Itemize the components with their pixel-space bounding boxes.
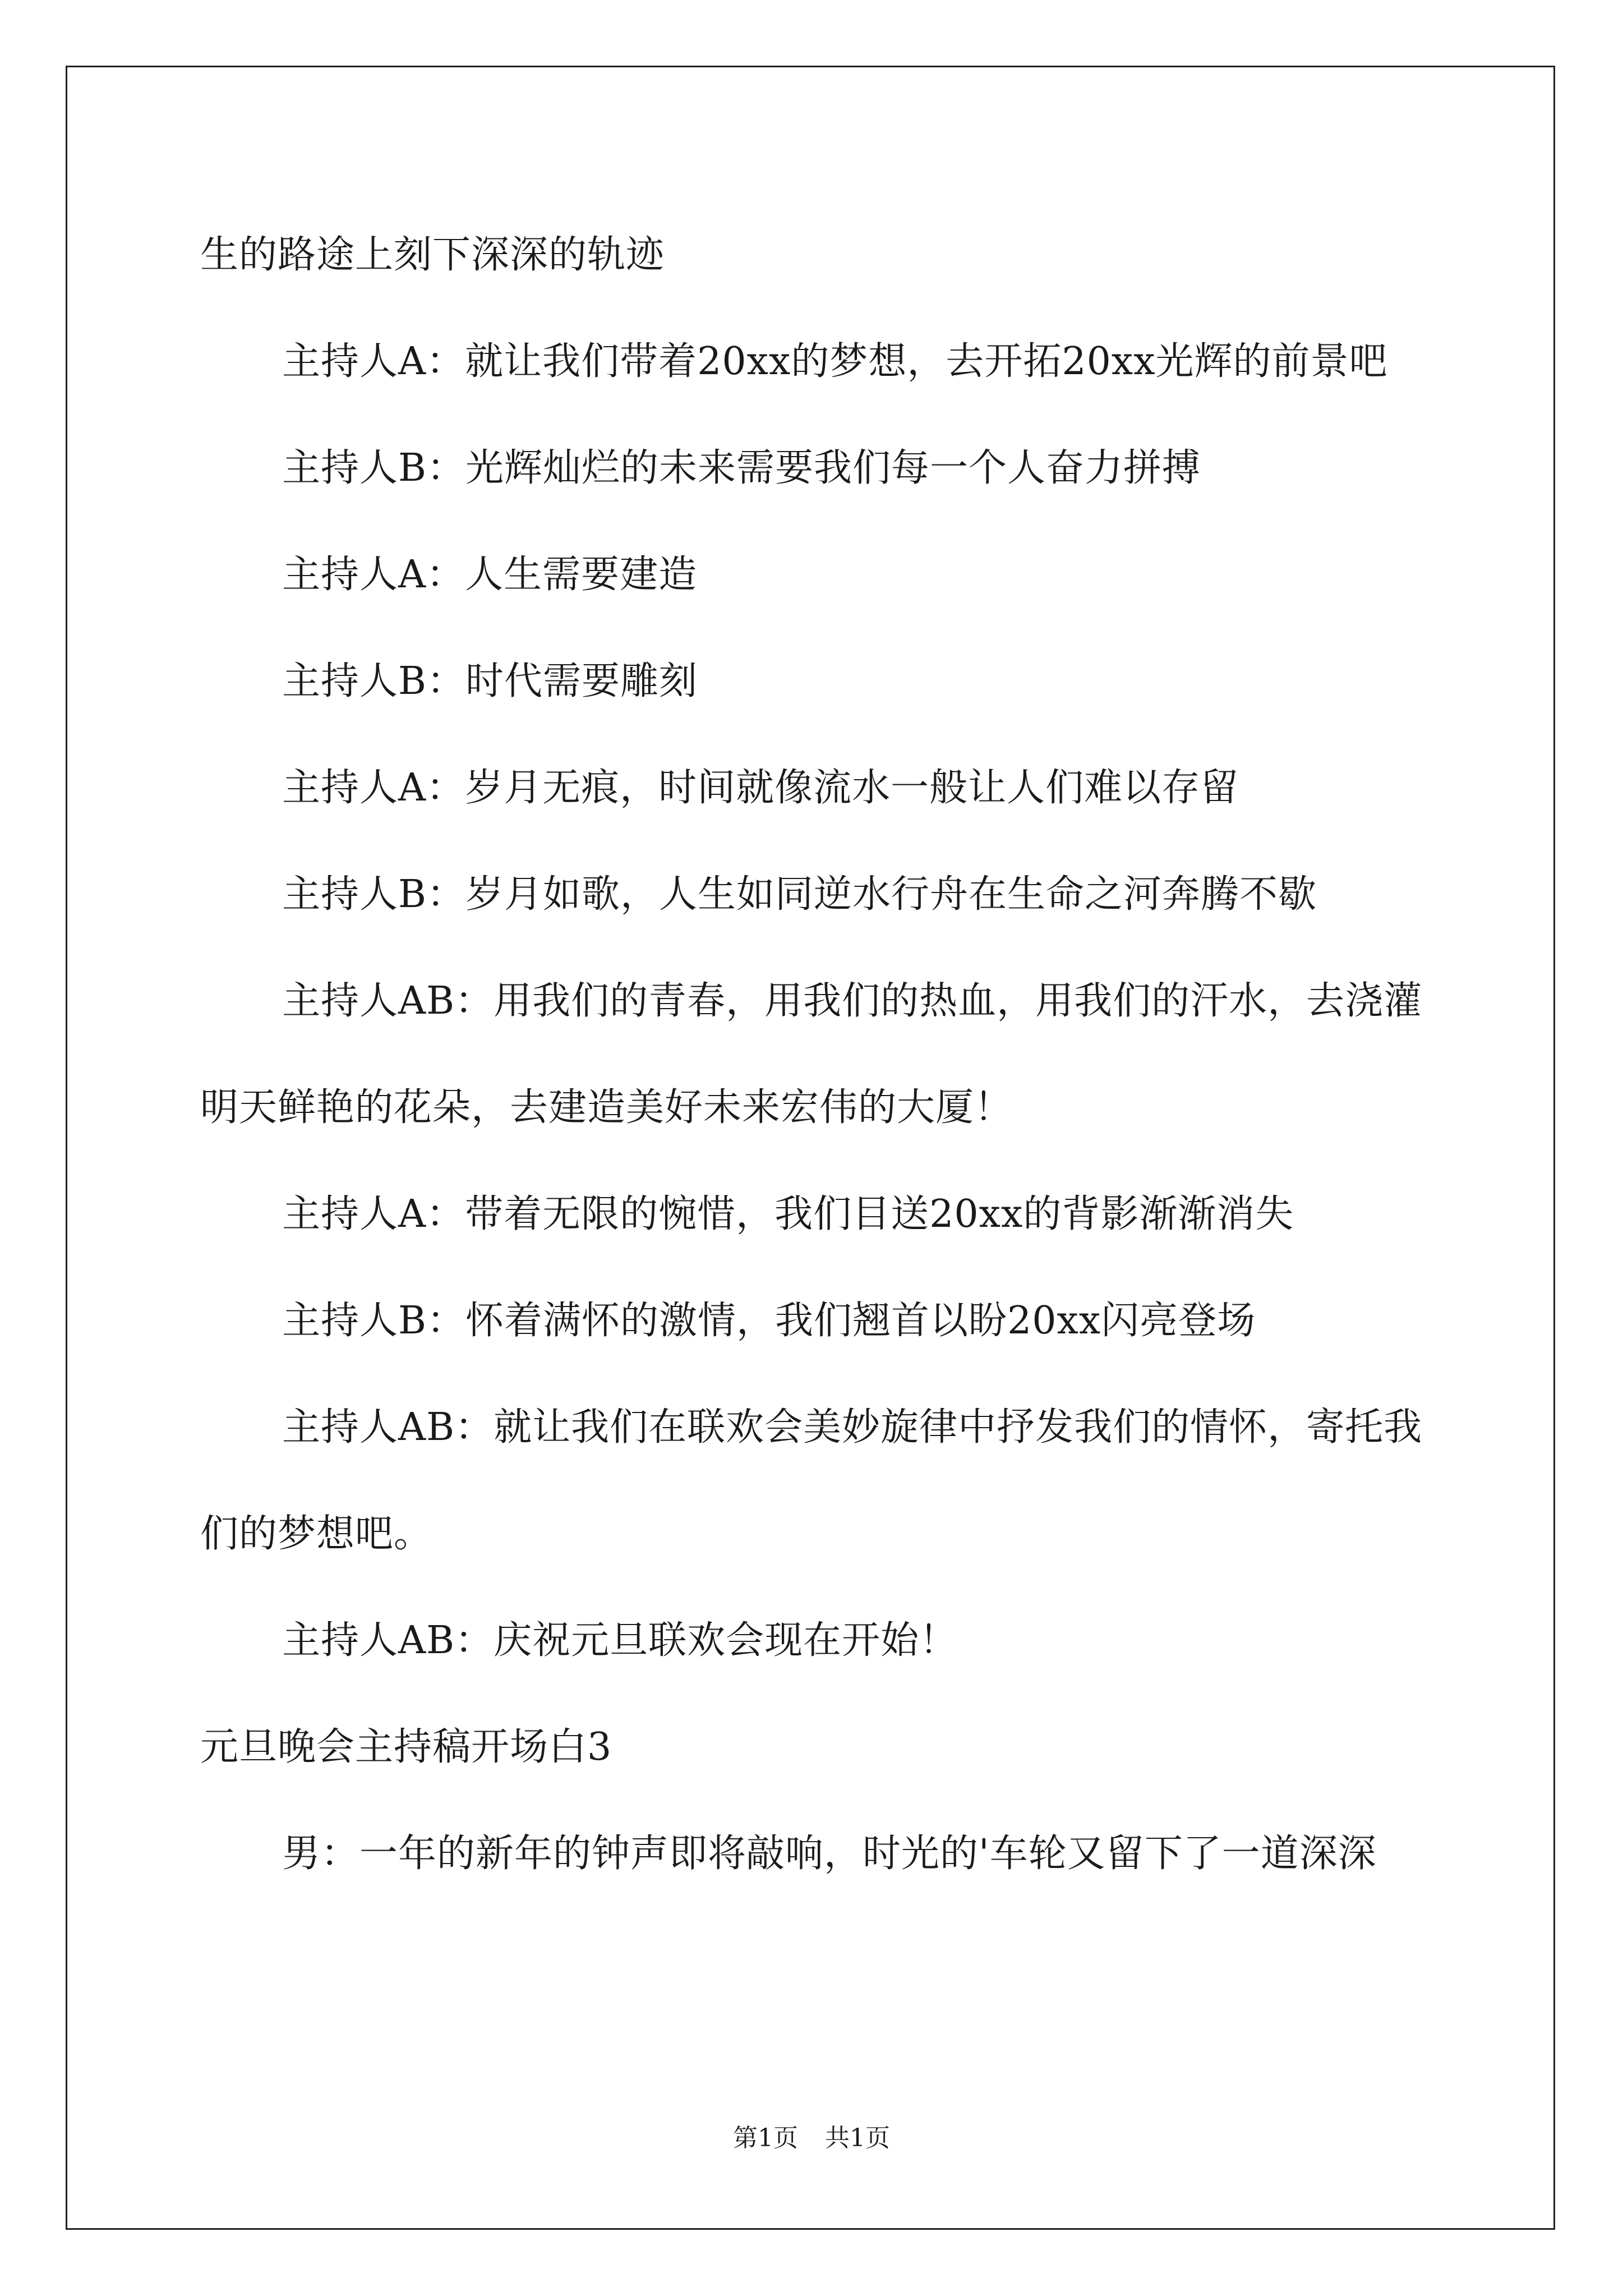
paragraph: 主持人AB：庆祝元旦联欢会现在开始！: [282, 1618, 958, 1663]
page-total: 共1页: [825, 2124, 890, 2152]
paragraph: 主持人AB：用我们的青春，用我们的热血，用我们的汗水，去浇灌明天鲜艳的花朵，去建造美好未来宏伟的大厦！: [200, 979, 1423, 1130]
paragraph: 主持人B：时代需要雕刻: [282, 659, 698, 703]
paragraph: 主持人A：岁月无痕，时间就像流水一般让人们难以存留: [282, 766, 1239, 810]
paragraph: 主持人A：就让我们带着20xx的梦想，去开拓20xx光辉的前景吧: [282, 339, 1388, 384]
paragraph: 主持人B：光辉灿烂的未来需要我们每一个人奋力拼搏: [282, 446, 1201, 490]
paragraph: 主持人A：人生需要建造: [282, 553, 698, 597]
paragraph: 生的路途上刻下深深的轨迹: [200, 233, 665, 277]
paragraph: 主持人A：带着无限的惋惜，我们目送20xx的背影渐渐消失: [282, 1192, 1294, 1236]
page-number: 第1页: [733, 2124, 798, 2152]
paragraph: 主持人AB：就让我们在联欢会美妙旋律中抒发我们的情怀，寄托我们的梦想吧。: [200, 1405, 1423, 1556]
paragraph: 男：一年的新年的钟声即将敲响，时光的'车轮又留下了一道深深: [282, 1832, 1377, 1876]
paragraph: 主持人B：岁月如歌，人生如同逆水行舟在生命之河奔腾不歇: [282, 872, 1317, 917]
document-body: [200, 202, 1434, 1907]
paragraph: 主持人B：怀着满怀的激情，我们翘首以盼20xx闪亮登场: [282, 1299, 1256, 1343]
page-footer: [0, 2118, 1623, 2154]
section-heading: 元旦晚会主持稿开场白3: [200, 1725, 612, 1769]
